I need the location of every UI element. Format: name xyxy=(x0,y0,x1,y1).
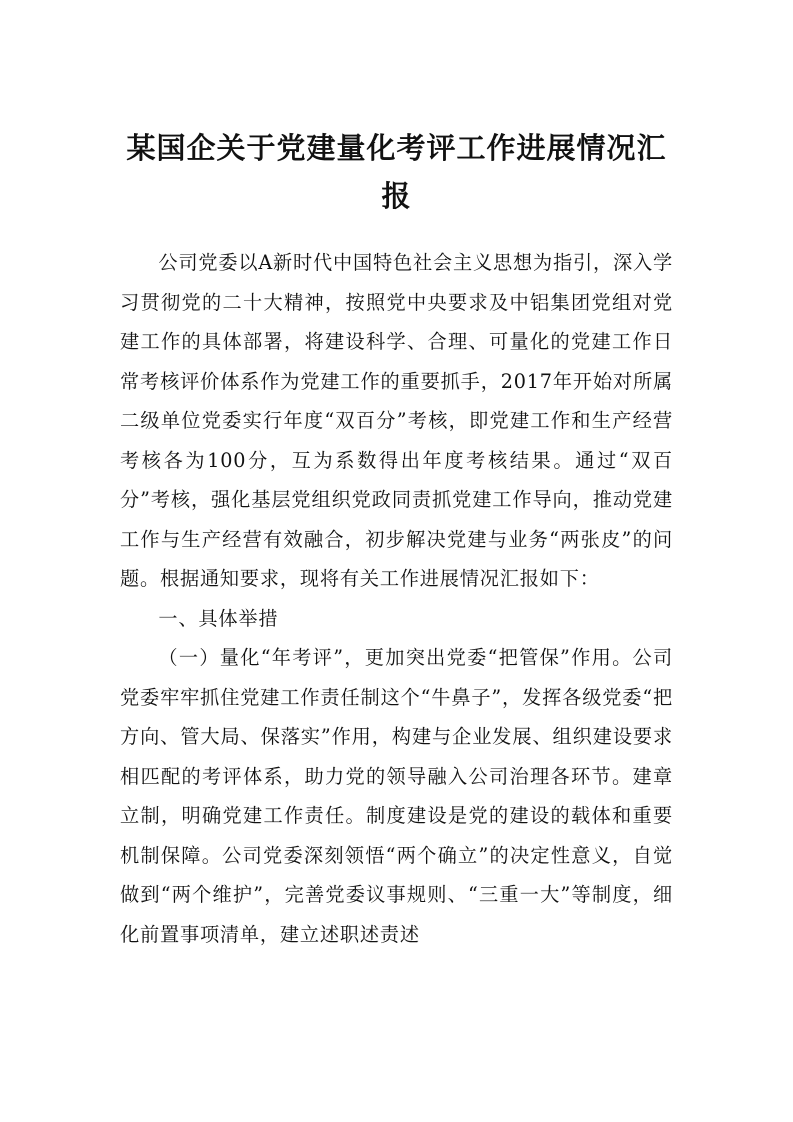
document-body xyxy=(120,243,673,954)
paragraph-intro: 公司党委以A新时代中国特色社会主义思想为指引，深入学习贯彻党的二十大精神，按照党中央要求及中铝集团党组对党建工作的具体部署，将建设科学、合理、可量化的党建工作日常考核评价体系作为党建工作的重要抓手，2017年开始对所属二级单位党委实行年度“双百分”考核，即党建工作和生产经营考核各为100分，互为系数得出年度考核结果。通过“双百分”考核，强化基层党组织党政同责抓党建工作导向，推动党建工作与生产经营有效融合，初步解决党建与业务“两张皮”的问题。根据通知要求，现将有关工作进展情况汇报如下： xyxy=(120,251,673,590)
paragraph-annual-evaluation: （一）量化“年考评”，更加突出党委“把管保”作用。公司党委牢牢抓住党建工作责任制这个“牛鼻子”，发挥各级党委“把方向、管大局、保落实”作用，构建与企业发展、组织建设要求相匹配的考评体系，助力党的领导融入公司治理各环节。建章立制，明确党建工作责任。制度建设是党的建设的载体和重要机制保障。公司党委深刻领悟“两个确立”的决定性意义，自觉做到“两个维护”，完善党委议事规则、“三重一大”等制度，细化前置事项清单，建立述职述责述 xyxy=(120,646,673,946)
section-heading-measures: 一、具体举措 xyxy=(158,606,279,630)
document-title: 某国企关于党建量化考评工作进展情况汇报 xyxy=(126,131,667,213)
